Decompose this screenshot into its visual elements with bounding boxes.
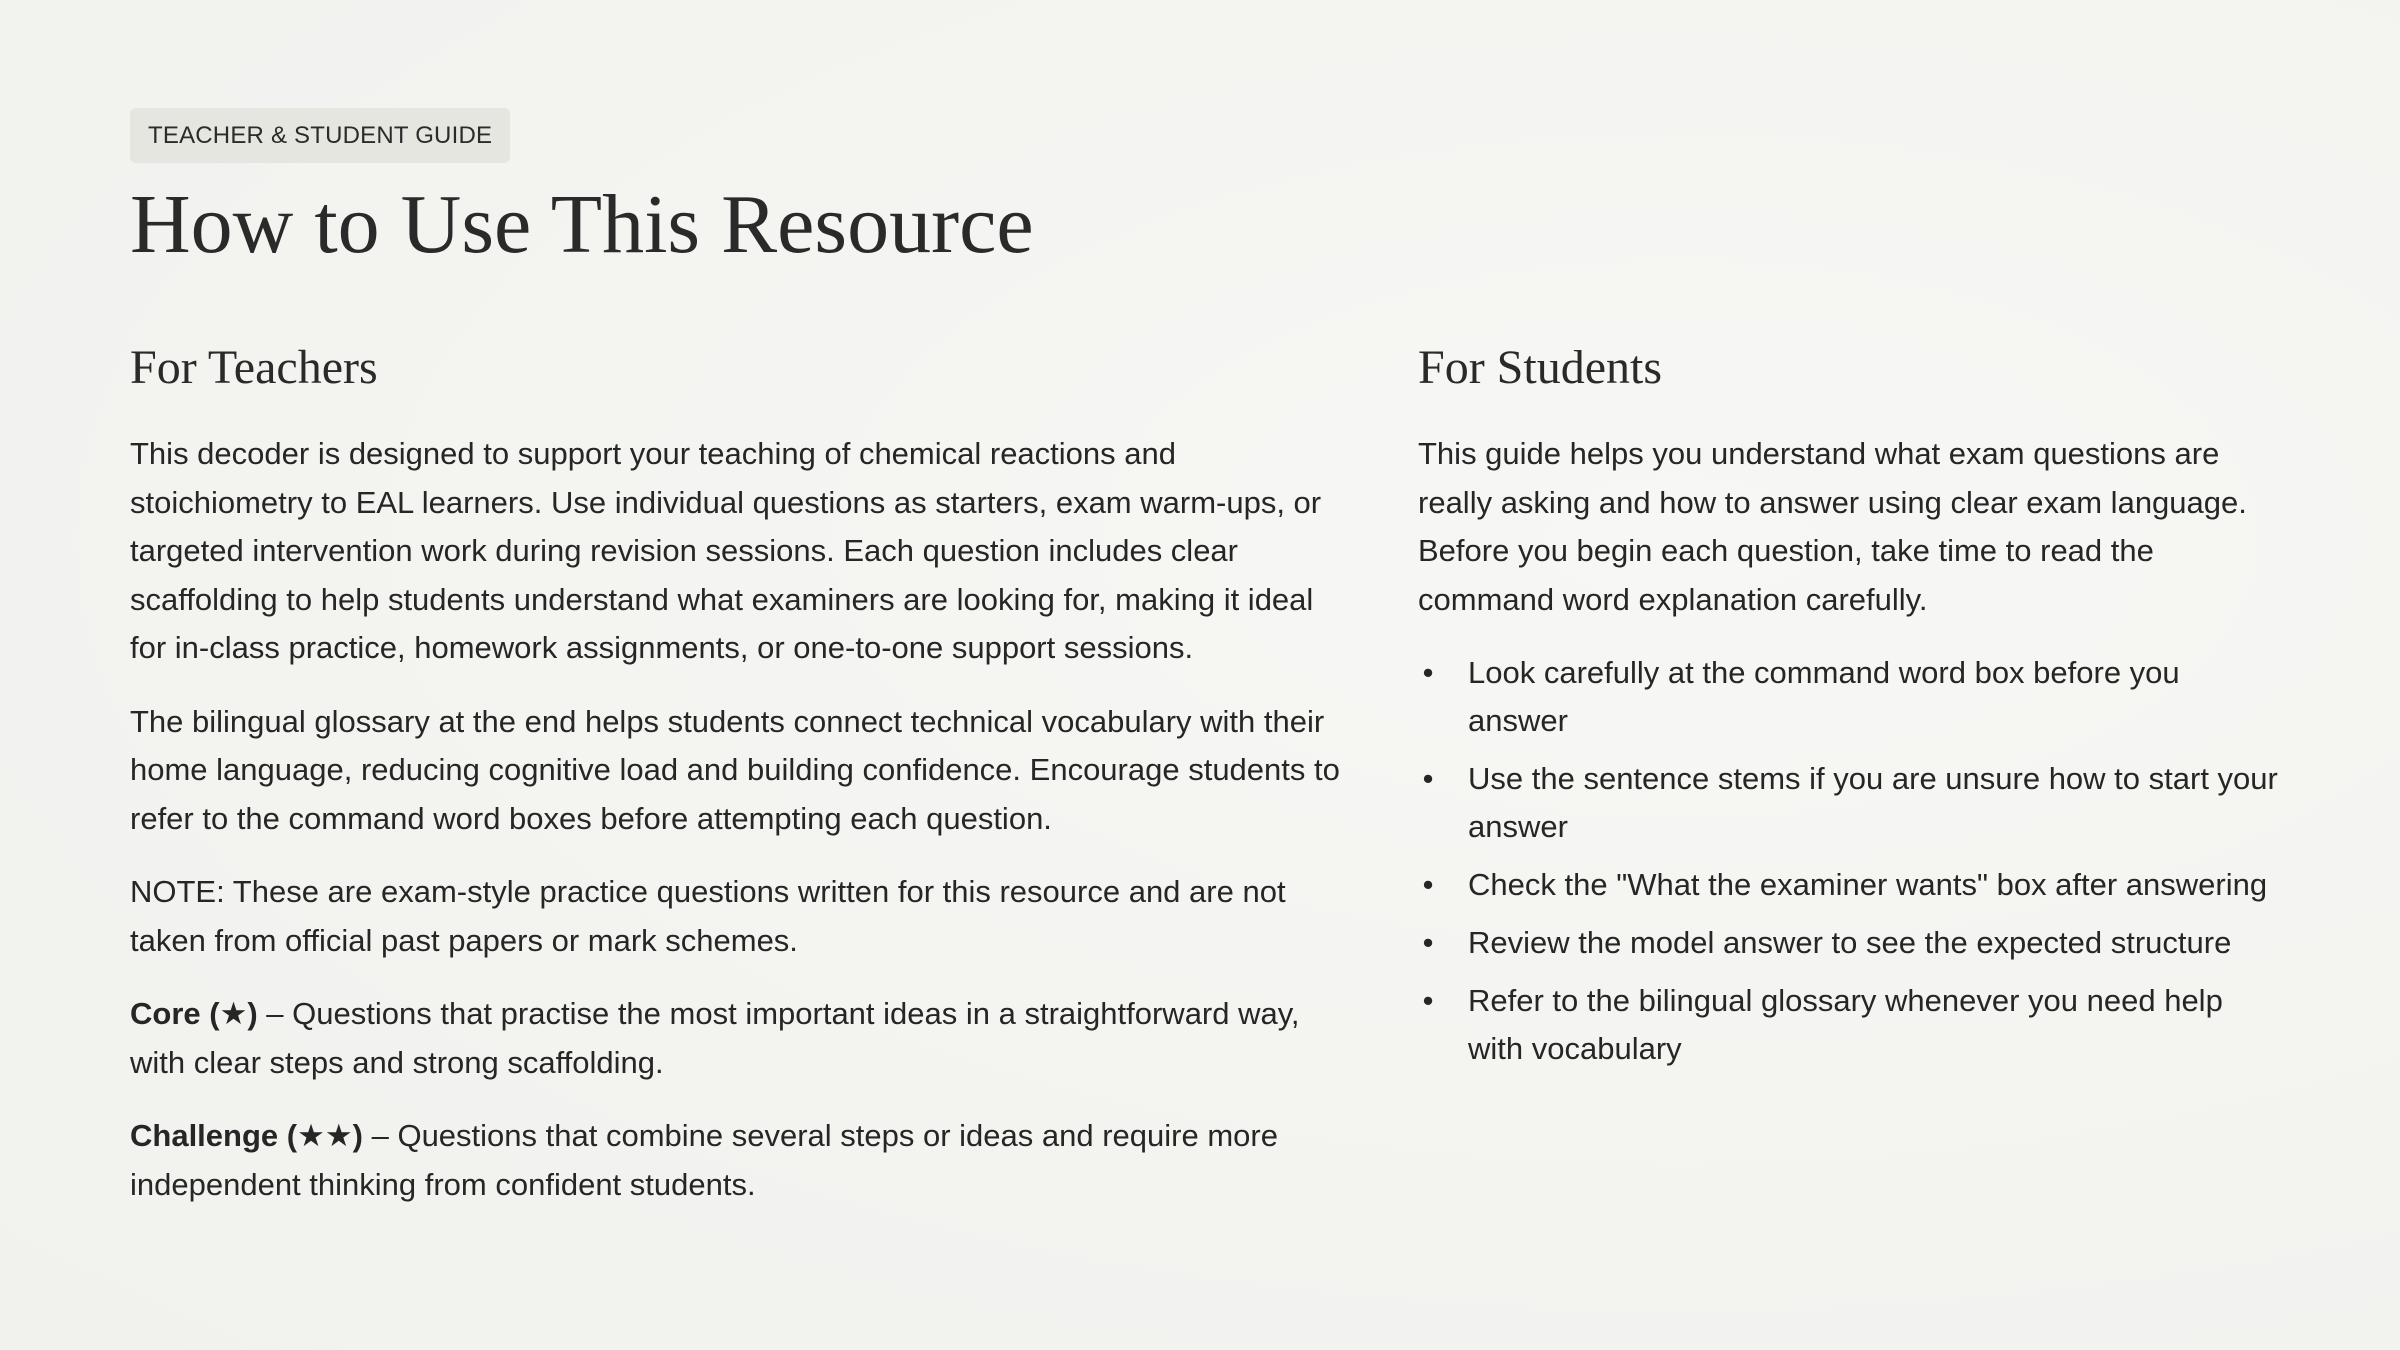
students-section [1418, 338, 2280, 1083]
challenge-text: – Questions that combine several steps or ideas and require more independent thinking from confident students. [130, 1118, 1278, 1202]
students-tips-list [1418, 649, 2280, 1073]
teachers-paragraph-1: This decoder is designed to support your teaching of chemical reactions and stoichiometry to EAL learners. Use individual questions as starters, exam warm-ups, or targeted intervention work during revision sessions. Each question includes clear scaffolding to help students understand what examiners are looking for, making it ideal for in-class practice, homework assignments, or one-to-one support sessions. [130, 436, 1322, 665]
list-item-text: Look carefully at the command word box before you answer [1468, 655, 2180, 738]
core-label: Core (★) [130, 996, 258, 1031]
core-text: – Questions that practise the most important ideas in a straightforward way, with clear steps and strong scaffolding. [130, 996, 1300, 1080]
list-item-text: Review the model answer to see the expected structure [1468, 925, 2232, 960]
students-intro: This guide helps you understand what exam questions are really asking and how to answer using clear exam language. Before you begin each question, take time to read the command word explanation carefully. [1418, 436, 2247, 617]
teachers-paragraph-2: The bilingual glossary at the end helps students connect technical vocabulary with their home language, reducing cognitive load and building confidence. Encourage students to refer to the command word boxes before attempting each question. [130, 703, 1340, 836]
page-title: How to Use This Resource [130, 178, 1034, 271]
teachers-heading: For Teachers [130, 341, 378, 394]
bullet-icon: • [1422, 867, 1434, 902]
list-item-text: Use the sentence stems if you are unsure how to start your answer [1468, 761, 2278, 844]
students-heading: For Students [1418, 341, 1663, 394]
teachers-section [130, 338, 1350, 1234]
bullet-icon: • [1422, 983, 1434, 1018]
list-item-text: Check the "What the examiner wants" box after answering [1468, 867, 2268, 902]
core-description [130, 990, 1350, 1087]
bullet-icon: • [1422, 925, 1434, 960]
guide-badge: TEACHER & STUDENT GUIDE [130, 108, 510, 163]
challenge-label: Challenge (★★) [130, 1118, 363, 1153]
teachers-note: NOTE: These are exam-style practice questions written for this resource and are not taken from official past papers or mark schemes. [130, 874, 1286, 958]
guide-page [130, 108, 2280, 1202]
list-item-text: Refer to the bilingual glossary whenever you need help with vocabulary [1468, 983, 2223, 1066]
bullet-icon: • [1422, 761, 1434, 796]
challenge-description [130, 1112, 1350, 1209]
list-item [1418, 649, 2280, 745]
list-item [1418, 755, 2280, 851]
list-item [1418, 977, 2280, 1073]
list-item [1418, 861, 2280, 909]
list-item [1418, 919, 2280, 967]
bullet-icon: • [1422, 655, 1434, 690]
